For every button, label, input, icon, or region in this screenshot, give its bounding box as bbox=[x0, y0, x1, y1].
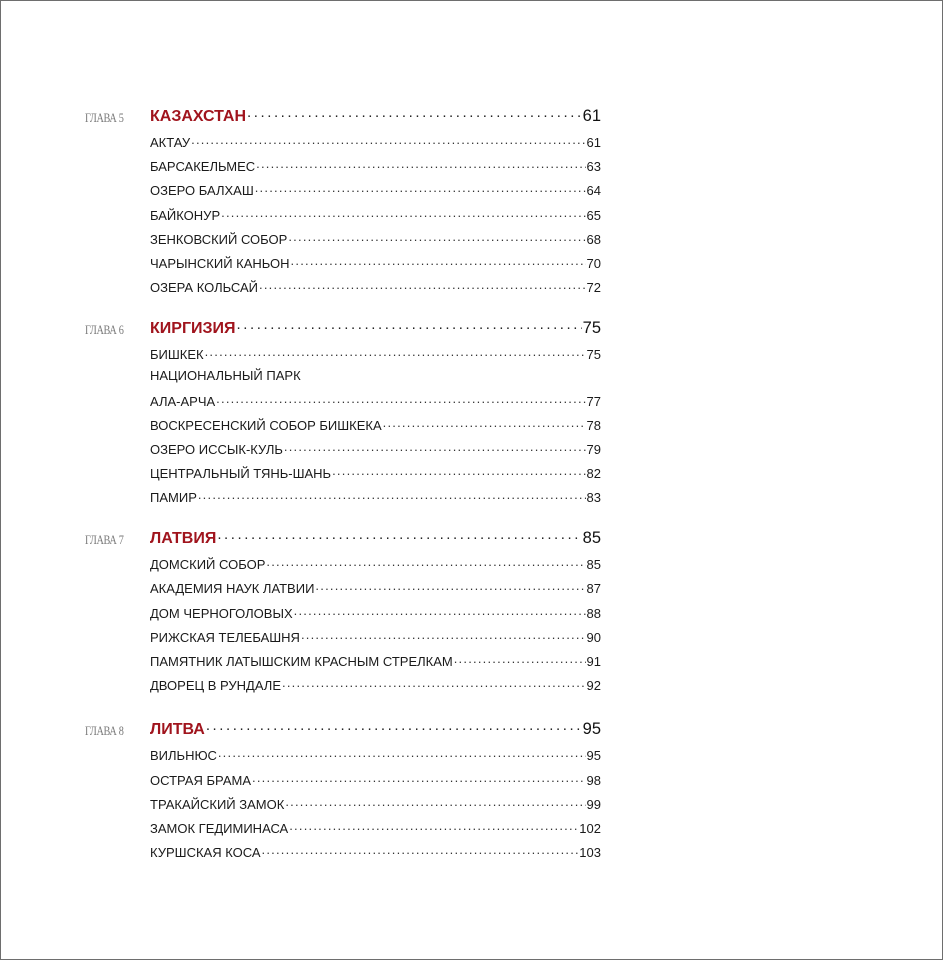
leader-dots bbox=[284, 438, 586, 454]
entry-title: АКТАУ bbox=[150, 135, 191, 150]
leader-dots bbox=[282, 674, 586, 690]
entry-page: 83 bbox=[586, 490, 601, 506]
chapter-heading[interactable] bbox=[150, 527, 601, 553]
leader-dots bbox=[288, 228, 585, 244]
entry-title: ТРАКАЙСКИЙ ЗАМОК bbox=[150, 796, 285, 812]
entry-title: ОЗЕРО БАЛХАШ bbox=[150, 183, 254, 199]
chapter-heading[interactable] bbox=[150, 105, 601, 131]
toc-entry[interactable] bbox=[150, 204, 601, 228]
leader-dots bbox=[252, 769, 586, 785]
entry-title: РИЖСКАЯ ТЕЛЕБАШНЯ bbox=[150, 629, 300, 645]
leader-dots bbox=[454, 650, 586, 666]
leader-dots bbox=[198, 486, 586, 502]
chapter-page: 75 bbox=[582, 319, 601, 338]
entry-page: 68 bbox=[586, 231, 601, 247]
leader-dots bbox=[315, 577, 585, 593]
leader-dots bbox=[289, 817, 578, 833]
entry-page: 65 bbox=[586, 207, 601, 223]
toc-entry[interactable] bbox=[150, 179, 601, 203]
entry-title: КУРШСКАЯ КОСА bbox=[150, 845, 261, 861]
entry-page: 63 bbox=[586, 159, 601, 175]
entry-title: АЛА-АРЧА bbox=[150, 393, 216, 409]
entry-page: 79 bbox=[586, 441, 601, 457]
leader-dots bbox=[237, 317, 582, 333]
entry-title: ОСТРАЯ БРАМА bbox=[150, 772, 251, 788]
toc-entry[interactable] bbox=[150, 228, 601, 252]
entry-page: 77 bbox=[586, 393, 601, 409]
chapter-title: КАЗАХСТАН bbox=[150, 108, 246, 125]
entry-page: 90 bbox=[586, 629, 601, 645]
entry-page: 78 bbox=[586, 417, 601, 433]
chapter-title: КИРГИЗИЯ bbox=[150, 320, 236, 338]
leader-dots bbox=[218, 744, 586, 760]
toc-entry[interactable] bbox=[150, 438, 601, 462]
entry-page: 92 bbox=[586, 678, 601, 694]
table-of-contents bbox=[85, 105, 601, 865]
toc-entry[interactable] bbox=[150, 252, 601, 276]
entry-title: ЗЕНКОВСКИЙ СОБОР bbox=[150, 231, 288, 247]
chapter-6 bbox=[85, 317, 601, 510]
entry-title: ПАМЯТНИК ЛАТЫШСКИМ КРАСНЫМ СТРЕЛКАМ bbox=[150, 654, 453, 669]
entry-title: ПАМИР bbox=[150, 490, 197, 506]
leader-dots bbox=[301, 626, 586, 642]
entry-page: 88 bbox=[586, 605, 601, 621]
toc-entry[interactable] bbox=[150, 769, 601, 793]
entry-page: 98 bbox=[586, 772, 601, 788]
entry-page: 82 bbox=[586, 465, 601, 481]
chapter-heading[interactable] bbox=[150, 317, 601, 343]
entry-page: 87 bbox=[586, 581, 601, 597]
leader-dots bbox=[266, 553, 585, 569]
chapter-label: ГЛАВА 6 bbox=[85, 323, 124, 338]
chapter-label: ГЛАВА 8 bbox=[85, 724, 124, 739]
entry-page: 99 bbox=[586, 796, 601, 812]
toc-entry[interactable] bbox=[150, 462, 601, 486]
entry-page: 85 bbox=[586, 557, 601, 573]
entry-page: 64 bbox=[586, 183, 601, 199]
leader-dots bbox=[206, 718, 582, 734]
entry-title: ДОМ ЧЕРНОГОЛОВЫХ bbox=[150, 605, 293, 621]
toc-entry[interactable] bbox=[150, 414, 601, 438]
entry-title: БАРСАКЕЛЬМЕС bbox=[150, 159, 256, 175]
chapter-title: ЛИТВА bbox=[150, 721, 205, 739]
entry-title-line1: НАЦИОНАЛЬНЫЙ ПАРК bbox=[150, 367, 301, 383]
leader-dots bbox=[285, 793, 585, 809]
chapter-heading[interactable] bbox=[150, 718, 601, 744]
entry-page: 70 bbox=[586, 255, 601, 271]
entry-title: ВИЛЬНЮС bbox=[150, 748, 217, 764]
chapter-label: ГЛАВА 5 bbox=[85, 111, 124, 125]
toc-entry[interactable] bbox=[150, 674, 601, 698]
entry-page: 95 bbox=[586, 748, 601, 764]
leader-dots bbox=[247, 105, 582, 121]
entry-title: ДВОРЕЦ В РУНДАЛЕ bbox=[150, 678, 282, 694]
leader-dots bbox=[383, 414, 586, 430]
entry-title: ВОСКРЕСЕНСКИЙ СОБОР БИШКЕКА bbox=[150, 417, 382, 433]
leader-dots bbox=[205, 343, 586, 359]
entry-page: 102 bbox=[579, 820, 601, 836]
leader-dots bbox=[294, 602, 586, 618]
entry-title: ЧАРЫНСКИЙ КАНЬОН bbox=[150, 255, 290, 271]
chapter-page: 95 bbox=[582, 720, 601, 739]
entry-title: АКАДЕМИЯ НАУК ЛАТВИИ bbox=[150, 581, 315, 597]
leader-dots bbox=[256, 155, 585, 171]
chapter-page: 85 bbox=[582, 529, 601, 548]
entry-title: БАЙКОНУР bbox=[150, 207, 221, 223]
entry-title: БИШКЕК bbox=[150, 347, 204, 363]
leader-dots bbox=[221, 204, 585, 220]
entry-page: 75 bbox=[586, 347, 601, 363]
leader-dots bbox=[191, 131, 585, 147]
entry-page: 72 bbox=[586, 280, 601, 296]
toc-entry[interactable] bbox=[150, 276, 601, 300]
entry-title: ЗАМОК ГЕДИМИНАСА bbox=[150, 820, 289, 836]
toc-entry[interactable] bbox=[150, 841, 601, 865]
entry-page: 61 bbox=[586, 135, 601, 150]
chapter-title: ЛАТВИЯ bbox=[150, 530, 217, 548]
toc-entry[interactable] bbox=[150, 650, 601, 674]
entry-title: ОЗЕРО ИССЫК-КУЛЬ bbox=[150, 441, 283, 457]
entry-title: ОЗЕРА КОЛЬСАЙ bbox=[150, 280, 259, 296]
leader-dots bbox=[216, 390, 585, 406]
entry-title: ДОМСКИЙ СОБОР bbox=[150, 557, 266, 573]
leader-dots bbox=[259, 276, 586, 292]
chapter-8 bbox=[85, 718, 601, 865]
toc-entry[interactable] bbox=[150, 131, 601, 155]
toc-entry[interactable] bbox=[150, 577, 601, 601]
toc-entry[interactable] bbox=[150, 486, 601, 510]
chapter-label: ГЛАВА 7 bbox=[85, 533, 124, 548]
leader-dots bbox=[255, 179, 586, 195]
chapter-7 bbox=[85, 527, 601, 698]
entry-title: ЦЕНТРАЛЬНЫЙ ТЯНЬ-ШАНЬ bbox=[150, 465, 332, 481]
toc-entry[interactable] bbox=[150, 343, 601, 367]
toc-entry[interactable] bbox=[150, 793, 601, 817]
leader-dots bbox=[217, 527, 581, 543]
toc-entry[interactable] bbox=[150, 368, 601, 414]
leader-dots bbox=[332, 462, 585, 478]
leader-dots bbox=[262, 841, 579, 857]
entry-page: 91 bbox=[586, 654, 601, 669]
chapter-5 bbox=[85, 105, 601, 300]
toc-entry[interactable] bbox=[150, 602, 601, 626]
toc-entry[interactable] bbox=[150, 155, 601, 179]
toc-entry[interactable] bbox=[150, 626, 601, 650]
leader-dots bbox=[291, 252, 586, 268]
toc-entry[interactable] bbox=[150, 744, 601, 768]
toc-entry[interactable] bbox=[150, 817, 601, 841]
entry-page: 103 bbox=[579, 845, 601, 861]
chapter-page: 61 bbox=[582, 107, 601, 125]
toc-entry[interactable] bbox=[150, 553, 601, 577]
